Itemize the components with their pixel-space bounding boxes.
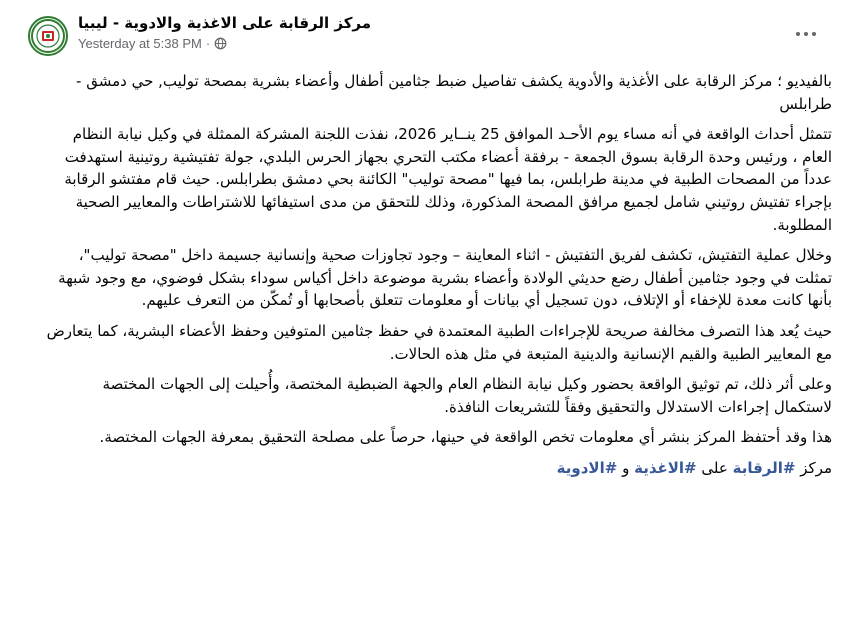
post-timestamp[interactable]: Yesterday at 5:38 PM (78, 36, 202, 51)
post-meta (78, 36, 371, 51)
post-header (28, 12, 824, 64)
globe-icon (214, 37, 227, 50)
hashtag-link[interactable]: #الاغذية (634, 458, 697, 477)
more-dot-icon (804, 32, 808, 36)
hashtag-line (40, 457, 832, 480)
post-paragraph: هذا وقد أحتفظ المركز بنشر أي معلومات تخص الواقعة في حينها، حرصاً على مصلحة التحقيق بمعرفة الجهات المختصة. (99, 428, 832, 447)
more-dot-icon (812, 32, 816, 36)
post-body (40, 70, 832, 480)
logo-seal-icon (30, 18, 66, 54)
author-name[interactable]: مركز الرقابة على الاغذية والادوية - ليبيا (78, 14, 372, 32)
author-block (78, 14, 371, 51)
tag-word: و (622, 458, 630, 477)
meta-separator: · (205, 36, 211, 51)
post-paragraph: بالفيديو ؛ مركز الرقابة على الأغذية والأدوية يكشف تفاصيل ضبط جثامين أطفال وأعضاء بشرية بمصحة توليب, حي دمشق - طرابلس (76, 72, 832, 113)
more-dot-icon (796, 32, 800, 36)
tag-word: على (701, 458, 728, 477)
post-paragraph: حيث يُعد هذا التصرف مخالفة صريحة للإجراءات الطبية المعتمدة في حفظ جثامين المتوفين وحفظ الأعضاء البشرية، كما يتعارض مع المعايير الطبية والقيم الإنسانية والدينية المتبعة في مثل هذه الحالات. (46, 321, 832, 363)
post-paragraph: وعلى أثر ذلك، تم توثيق الواقعة بحضور وكيل نيابة النظام العام والجهة الضبطية المختصة، وأُحيلت إلى الجهات المختصة لاستكمال إجراءات الاستدلال والتحقيق وفقاً للتشريعات النافذة. (102, 375, 832, 416)
hashtag-link[interactable]: #الرقابة (732, 458, 796, 477)
more-options-button[interactable] (788, 20, 824, 48)
post-paragraph: وخلال عملية التفتيش، تكشف لفريق التفتيش - اثناء المعاينة – وجود تجاوزات صحية وإنسانية جسيمة داخل "مصحة توليب"، تمثلت في وجود جثامين أطفال رضع حديثي الولادة وأعضاء بشرية موضوعة داخل أكياس سوداء بشكل فوضوي، مع وجود شبهة بأنها كانت معدة للإخفاء أو الإتلاف، دون تسجيل أي بيانات أو معلومات تتعلق بأصحابها أو تُمكّن من التعرف عليهم. (58, 246, 832, 310)
hashtag-link[interactable]: #الادوية (556, 458, 618, 477)
tag-word: مركز (800, 458, 832, 477)
page-avatar[interactable] (28, 16, 68, 56)
post-paragraph: تتمثل أحداث الواقعة في أنه مساء يوم الأحـد الموافق 25 ينــاير 2026، نفذت اللجنة المشركة الممثلة في وكيل نيابة النظام العام ، ورئيس وحدة الرقابة بسوق الجمعة - برفقة أعضاء مكتب التحري بجهاز الحرس البلدي، جولة تفتيشية روتينية استهدفت عدداً من المصحات الطبية في مدينة طرابلس، بما فيها "مصحة توليب" الكائنة بحي دمشق بطرابلس. حيث قام مفتشو الرقابة بإجراء تفتيش روتيني شامل لجميع مرافق المصحة المذكورة، وذلك للتحقق من مدى استيفائها للاشتراطات والمعايير الصحية المطلوبة. (64, 125, 832, 234)
